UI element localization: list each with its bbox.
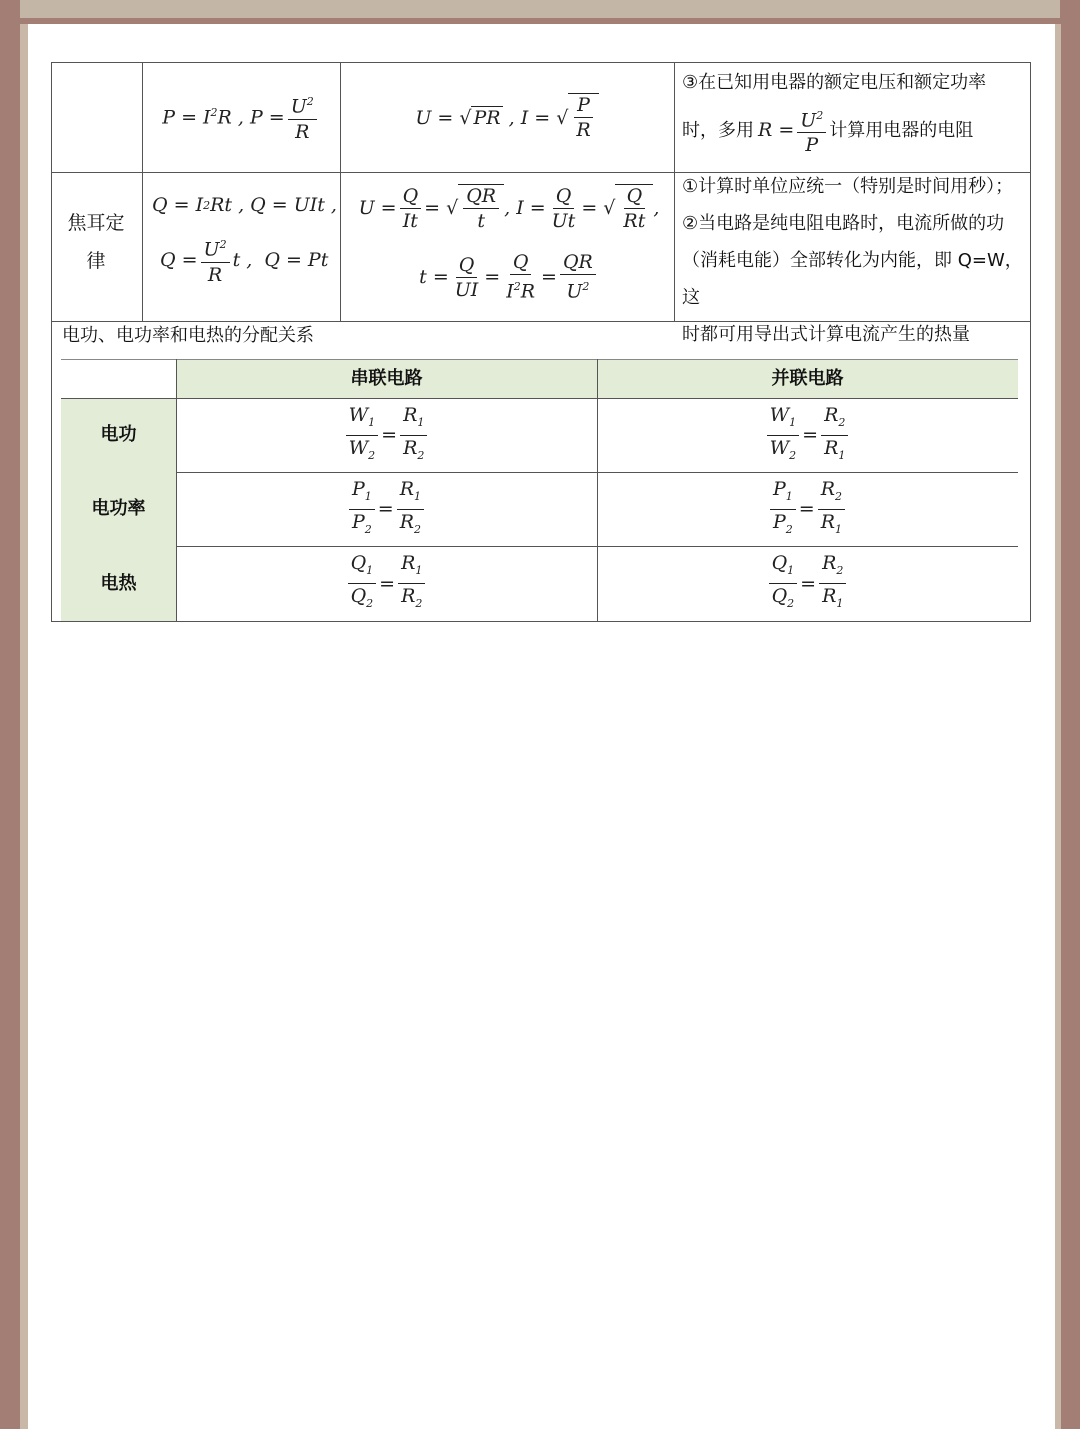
joule-formula-derived: U = $\frac{Q}{It}$ = √ $\frac{QR}{t}$ , I = $\frac{Q}{Ut}$ = √ $\frac{Q}{Rt}$ , t = $\frac{Q}{UI}$ = $\frac{Q}{I^2R}$ = $\frac{QR}{U^2}$ bbox=[358, 184, 660, 303]
document-page bbox=[28, 24, 1055, 1429]
parallel-work-ratio: $\frac{W_1}{W_2}$ = $\frac{R_2}{R_1}$ bbox=[597, 398, 1018, 472]
power-note: ③在已知用电器的额定电压和额定功率 时，多用 R = $\frac{U^2}{P}$ 计算用电器的电阻 bbox=[682, 64, 1027, 156]
frame-right-inner bbox=[1055, 18, 1061, 1429]
power-formula-basic: $P = I^2R$ , P = $\frac{U^2}{R}$ bbox=[142, 64, 340, 170]
series-heat-ratio: $\frac{Q_1}{Q_2}$ = $\frac{R_1}{R_2}$ bbox=[176, 546, 597, 621]
frame-left-inner bbox=[20, 18, 28, 1429]
parallel-heat-ratio: $\frac{Q_1}{Q_2}$ = $\frac{R_2}{R_1}$ bbox=[597, 546, 1018, 621]
joule-note bbox=[682, 168, 1030, 353]
frame-left bbox=[0, 0, 20, 1429]
header-series-circuit: 串联电路 bbox=[350, 368, 423, 389]
row-label-heat: 电热 bbox=[100, 573, 137, 594]
frame-top bbox=[0, 0, 1080, 20]
header-parallel-circuit: 并联电路 bbox=[771, 368, 844, 389]
series-power-ratio: $\frac{P_1}{P_2}$ = $\frac{R_1}{R_2}$ bbox=[176, 472, 597, 546]
row-label-work: 电功 bbox=[100, 424, 137, 445]
parallel-power-ratio: $\frac{P_1}{P_2}$ = $\frac{R_2}{R_1}$ bbox=[597, 472, 1018, 546]
power-note-line2-prefix: 时，多用 bbox=[682, 120, 754, 142]
joule-note-line4: 时都可用导出式计算电流产生的热量 bbox=[682, 324, 970, 345]
power-note-line1: ③在已知用电器的额定电压和额定功率 bbox=[682, 72, 987, 93]
joule-law-label: 焦耳定律 bbox=[67, 212, 125, 272]
row-label-power: 电功率 bbox=[91, 498, 146, 519]
joule-note-line1: ①计算时单位应统一（特别是时间用秒）； bbox=[682, 176, 1014, 197]
joule-note-line3: （消耗电能）全部转化为内能，即 Q=W，这 bbox=[682, 250, 1023, 308]
frame-right bbox=[1060, 0, 1080, 1429]
power-formula-derived: U = √ PR , I = √ $\frac{P}{R}$ bbox=[340, 64, 674, 170]
joule-note-line2: ②当电路是纯电阻电路时，电流所做的功 bbox=[682, 213, 1005, 234]
joule-formula-basic: Q = I 2 Rt , Q = UIt , Q = $\frac{U^2}{R}$ t , Q = Pt bbox=[152, 194, 337, 286]
distribution-title: 电功、电功率和电热的分配关系 bbox=[62, 325, 314, 346]
power-note-line2-suffix: 计算用电器的电阻 bbox=[829, 120, 974, 142]
resistance-formula: R = bbox=[758, 119, 795, 142]
series-work-ratio: $\frac{W_1}{W_2}$ = $\frac{R_1}{R_2}$ bbox=[176, 398, 597, 472]
